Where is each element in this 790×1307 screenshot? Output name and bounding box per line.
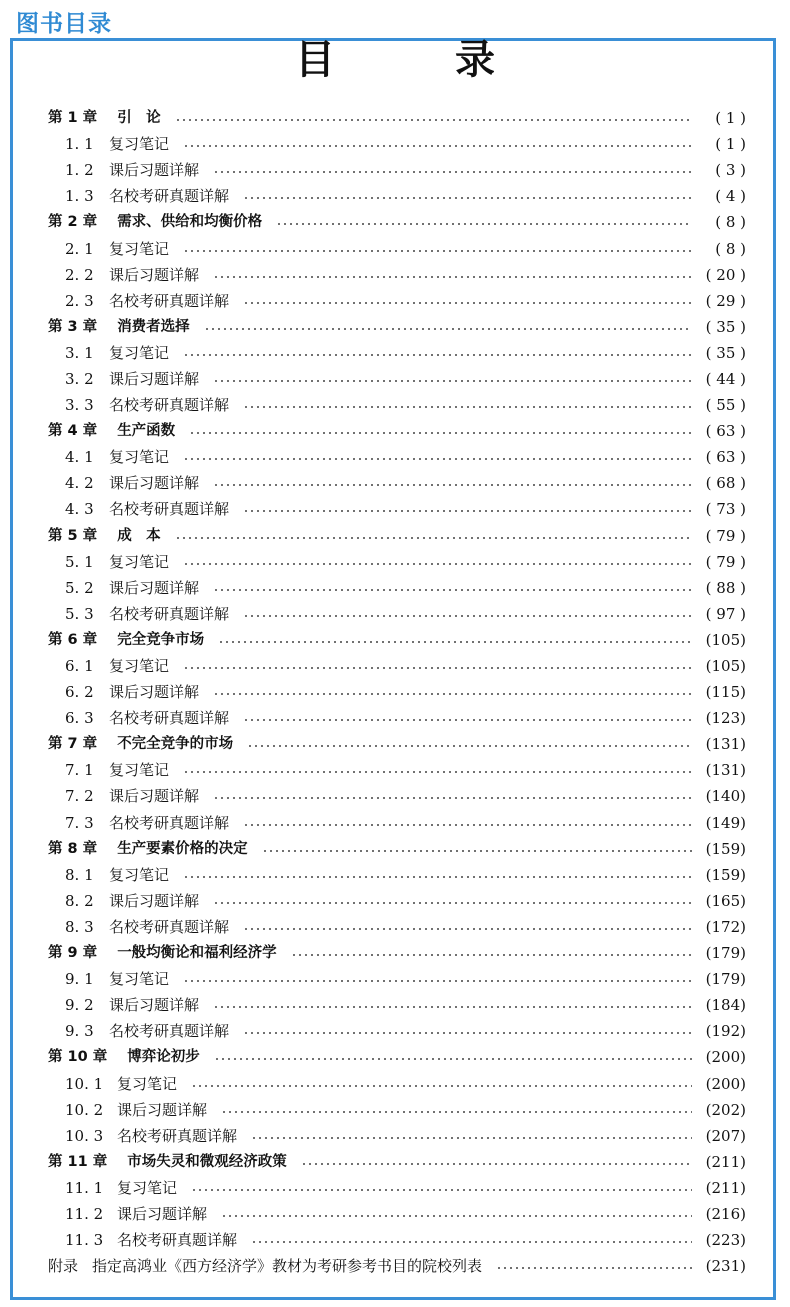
- table-of-contents: [48, 105, 746, 1279]
- dot-leader: [183, 458, 692, 460]
- toc-entry-number: 1. 2: [65, 161, 94, 180]
- dot-leader: [213, 797, 692, 799]
- toc-page-number: ( 97 ): [705, 604, 746, 623]
- toc-entry-title: 课后习题详解: [109, 369, 200, 388]
- toc-chapter-entry[interactable]: [48, 209, 746, 235]
- toc-entry-title: 课后习题详解: [117, 1100, 208, 1119]
- toc-section-entry[interactable]: [48, 705, 746, 731]
- toc-entry-title: 复习笔记: [109, 657, 170, 676]
- toc-section-entry[interactable]: [48, 1018, 746, 1044]
- toc-page-number: ( 8 ): [715, 213, 746, 232]
- dot-leader: [183, 771, 692, 773]
- toc-entry-number: 7. 1: [65, 761, 94, 780]
- toc-entry-title: 复习笔记: [117, 1178, 178, 1197]
- toc-entry-title: 市场失灵和微观经济政策: [127, 1153, 287, 1170]
- toc-entry-number: 2. 1: [65, 239, 94, 258]
- dot-leader: [243, 302, 692, 304]
- toc-entry-title: 复习笔记: [117, 1074, 178, 1093]
- dot-leader: [213, 484, 692, 486]
- toc-entry-number: 第 6 章: [48, 631, 98, 648]
- dot-leader: [243, 615, 692, 617]
- dot-leader: [243, 928, 692, 930]
- toc-page-number: (159): [705, 839, 746, 858]
- toc-entry-number: 8. 3: [65, 917, 94, 936]
- toc-entry-title: 需求、供给和均衡价格: [117, 214, 263, 231]
- toc-entry-number: 4. 2: [65, 474, 94, 493]
- toc-entry-title: 名校考研真题详解: [109, 917, 230, 936]
- toc-chapter-entry[interactable]: [48, 523, 746, 549]
- toc-entry-title: 名校考研真题详解: [109, 396, 230, 415]
- dot-leader: [214, 1058, 692, 1060]
- toc-entry-number: 4. 1: [65, 448, 94, 467]
- toc-section-entry[interactable]: [48, 183, 746, 209]
- toc-page-number: (211): [705, 1152, 746, 1171]
- toc-page-number: (165): [705, 891, 746, 910]
- toc-entry-number: 8. 2: [65, 891, 94, 910]
- toc-page-number: (131): [705, 735, 746, 754]
- dot-leader: [175, 537, 692, 539]
- toc-page-number: (105): [705, 657, 746, 676]
- dot-leader: [183, 876, 692, 878]
- dot-leader: [191, 1085, 692, 1087]
- dot-leader: [243, 824, 692, 826]
- dot-leader: [183, 980, 692, 982]
- toc-entry-title: 名校考研真题详解: [117, 1231, 238, 1250]
- toc-entry-title: 复习笔记: [109, 865, 170, 884]
- dot-leader: [262, 850, 692, 852]
- toc-entry-title: 生产要素价格的决定: [117, 840, 248, 857]
- toc-entry-number: 11. 1: [65, 1178, 104, 1197]
- toc-page-number: ( 68 ): [705, 474, 746, 493]
- toc-section-entry[interactable]: [48, 392, 746, 418]
- toc-entry-title: 课后习题详解: [117, 1204, 208, 1223]
- toc-page-number: (131): [705, 761, 746, 780]
- toc-entry-title: 生产函数: [117, 423, 176, 440]
- toc-section-entry[interactable]: [48, 235, 746, 261]
- dot-leader: [213, 380, 692, 382]
- dot-leader: [213, 693, 692, 695]
- toc-section-entry[interactable]: [48, 1070, 746, 1096]
- toc-entry-title: 课后习题详解: [109, 474, 200, 493]
- toc-entry-number: 4. 3: [65, 500, 94, 519]
- dot-leader: [221, 1111, 692, 1113]
- toc-entry-number: 10. 2: [65, 1100, 104, 1119]
- toc-entry-number: 5. 2: [65, 578, 94, 597]
- dot-leader: [496, 1267, 692, 1269]
- dot-leader: [221, 1215, 692, 1217]
- dot-leader: [213, 589, 692, 591]
- toc-page-number: (159): [705, 865, 746, 884]
- dot-leader: [213, 1006, 692, 1008]
- dot-leader: [183, 667, 692, 669]
- toc-page-number: (223): [705, 1231, 746, 1250]
- toc-page-number: (184): [705, 996, 746, 1015]
- toc-entry-title: 不完全竞争的市场: [117, 736, 234, 753]
- dot-leader: [243, 406, 692, 408]
- dot-leader: [243, 197, 692, 199]
- toc-entry-number: 1. 3: [65, 187, 94, 206]
- toc-section-entry[interactable]: [48, 366, 746, 392]
- toc-page-number: ( 1 ): [715, 135, 746, 154]
- toc-entry-number: 9. 3: [65, 1022, 94, 1041]
- toc-entry-title: 课后习题详解: [109, 265, 200, 284]
- toc-page-number: ( 35 ): [705, 317, 746, 336]
- toc-page-number: (179): [705, 970, 746, 989]
- toc-entry-title: 名校考研真题详解: [109, 291, 230, 310]
- toc-entry-title: 复习笔记: [109, 552, 170, 571]
- toc-chapter-entry[interactable]: [48, 105, 746, 131]
- toc-entry-number: 11. 3: [65, 1231, 104, 1250]
- toc-page-number: ( 73 ): [705, 500, 746, 519]
- dot-leader: [291, 954, 692, 956]
- toc-entry-number: 3. 1: [65, 343, 94, 362]
- toc-entry-title: 指定高鸿业《西方经济学》教材为考研参考书目的院校列表: [92, 1257, 483, 1276]
- toc-entry-title: 名校考研真题详解: [109, 187, 230, 206]
- toc-section-entry[interactable]: [48, 157, 746, 183]
- toc-entry-title: 课后习题详解: [109, 683, 200, 702]
- toc-page-number: ( 63 ): [705, 422, 746, 441]
- toc-entry-title: 成 本: [117, 527, 161, 544]
- toc-entry-number: 第 9 章: [48, 945, 98, 962]
- dot-leader: [251, 1137, 692, 1139]
- toc-entry-title: 课后习题详解: [109, 996, 200, 1015]
- toc-page-number: (105): [705, 630, 746, 649]
- dot-leader: [204, 328, 692, 330]
- toc-page-number: (149): [705, 813, 746, 832]
- toc-section-entry[interactable]: [48, 1175, 746, 1201]
- toc-entry-number: 9. 1: [65, 970, 94, 989]
- toc-page-number: ( 79 ): [705, 526, 746, 545]
- toc-page-number: (202): [705, 1100, 746, 1119]
- toc-section-entry[interactable]: [48, 888, 746, 914]
- toc-entry-title: 复习笔记: [109, 761, 170, 780]
- toc-entry-number: 7. 2: [65, 787, 94, 806]
- toc-section-entry[interactable]: [48, 757, 746, 783]
- toc-page-number: ( 35 ): [705, 343, 746, 362]
- toc-page-number: (207): [705, 1126, 746, 1145]
- toc-entry-title: 消费者选择: [117, 318, 190, 335]
- toc-section-entry[interactable]: [48, 1123, 746, 1149]
- toc-entry-title: 名校考研真题详解: [109, 500, 230, 519]
- toc-section-entry[interactable]: [48, 262, 746, 288]
- toc-section-entry[interactable]: [48, 496, 746, 522]
- dot-leader: [213, 171, 692, 173]
- toc-section-entry[interactable]: [48, 131, 746, 157]
- toc-page-number: ( 44 ): [705, 369, 746, 388]
- toc-page-number: ( 1 ): [715, 109, 746, 128]
- toc-entry-title: 复习笔记: [109, 343, 170, 362]
- toc-entry-number: 第 8 章: [48, 840, 98, 857]
- dot-leader: [247, 745, 692, 747]
- toc-chapter-entry[interactable]: [48, 627, 746, 653]
- toc-section-entry[interactable]: [48, 575, 746, 601]
- toc-section-entry[interactable]: [48, 444, 746, 470]
- toc-chapter-entry[interactable]: [48, 940, 746, 966]
- toc-page-number: (115): [705, 683, 746, 702]
- toc-entry-title: 名校考研真题详解: [109, 709, 230, 728]
- toc-page-number: ( 79 ): [705, 552, 746, 571]
- toc-page-number: (140): [705, 787, 746, 806]
- toc-entry-number: 8. 1: [65, 865, 94, 884]
- toc-entry-number: 附录: [48, 1257, 79, 1276]
- toc-entry-number: 第 1 章: [48, 110, 98, 127]
- toc-entry-number: 2. 3: [65, 291, 94, 310]
- toc-section-entry[interactable]: [48, 601, 746, 627]
- toc-entry-number: 第 11 章: [48, 1153, 108, 1170]
- toc-entry-title: 课后习题详解: [109, 161, 200, 180]
- dot-leader: [183, 145, 692, 147]
- toc-section-entry[interactable]: [48, 862, 746, 888]
- toc-page-number: (231): [705, 1257, 746, 1276]
- toc-entry-number: 第 3 章: [48, 318, 98, 335]
- dot-leader: [189, 432, 692, 434]
- toc-chapter-entry[interactable]: [48, 731, 746, 757]
- toc-entry-number: 第 7 章: [48, 736, 98, 753]
- toc-page-number: (172): [705, 917, 746, 936]
- toc-chapter-entry[interactable]: [48, 418, 746, 444]
- toc-page-number: ( 4 ): [715, 187, 746, 206]
- dot-leader: [218, 641, 692, 643]
- toc-entry-title: 课后习题详解: [109, 891, 200, 910]
- toc-section-entry[interactable]: [48, 679, 746, 705]
- toc-entry-title: 名校考研真题详解: [117, 1126, 238, 1145]
- toc-chapter-entry[interactable]: [48, 314, 746, 340]
- toc-page-number: (211): [705, 1178, 746, 1197]
- dot-leader: [183, 354, 692, 356]
- toc-page-number: ( 29 ): [705, 291, 746, 310]
- dot-leader: [213, 276, 692, 278]
- toc-page-number: (123): [705, 709, 746, 728]
- toc-entry-number: 10. 3: [65, 1126, 104, 1145]
- toc-chapter-entry[interactable]: [48, 1044, 746, 1070]
- toc-entry-number: 11. 2: [65, 1204, 104, 1223]
- toc-appendix-entry[interactable]: [48, 1253, 746, 1279]
- toc-chapter-entry[interactable]: [48, 836, 746, 862]
- toc-entry-title: 复习笔记: [109, 135, 170, 154]
- toc-section-entry[interactable]: [48, 966, 746, 992]
- toc-page-number: ( 3 ): [715, 161, 746, 180]
- toc-section-entry[interactable]: [48, 914, 746, 940]
- toc-entry-title: 名校考研真题详解: [109, 1022, 230, 1041]
- toc-entry-number: 3. 2: [65, 369, 94, 388]
- toc-entry-number: 10. 1: [65, 1074, 104, 1093]
- toc-entry-number: 6. 2: [65, 683, 94, 702]
- dot-leader: [301, 1163, 692, 1165]
- toc-entry-number: 第 2 章: [48, 214, 98, 231]
- toc-section-entry[interactable]: [48, 340, 746, 366]
- toc-section-entry[interactable]: [48, 992, 746, 1018]
- toc-section-entry[interactable]: [48, 1227, 746, 1253]
- toc-page-number: ( 20 ): [705, 265, 746, 284]
- page-title: 目 录: [295, 37, 535, 83]
- toc-section-entry[interactable]: [48, 653, 746, 679]
- toc-entry-title: 博弈论初步: [127, 1049, 200, 1066]
- dot-leader: [276, 223, 692, 225]
- toc-section-entry[interactable]: [48, 810, 746, 836]
- dot-leader: [191, 1189, 692, 1191]
- toc-entry-number: 9. 2: [65, 996, 94, 1015]
- toc-section-entry[interactable]: [48, 288, 746, 314]
- toc-entry-title: 一般均衡论和福利经济学: [117, 945, 277, 962]
- toc-page-number: ( 88 ): [705, 578, 746, 597]
- toc-entry-title: 课后习题详解: [109, 578, 200, 597]
- toc-entry-number: 6. 1: [65, 657, 94, 676]
- toc-page-number: (192): [705, 1022, 746, 1041]
- toc-entry-title: 复习笔记: [109, 970, 170, 989]
- toc-page-number: ( 63 ): [705, 448, 746, 467]
- toc-section-entry[interactable]: [48, 549, 746, 575]
- toc-entry-title: 复习笔记: [109, 239, 170, 258]
- toc-page-number: ( 55 ): [705, 396, 746, 415]
- toc-entry-number: 1. 1: [65, 135, 94, 154]
- dot-leader: [243, 1032, 692, 1034]
- toc-page-number: (200): [705, 1048, 746, 1067]
- toc-entry-number: 2. 2: [65, 265, 94, 284]
- toc-entry-title: 名校考研真题详解: [109, 813, 230, 832]
- toc-entry-number: 第 10 章: [48, 1049, 108, 1066]
- toc-entry-number: 6. 3: [65, 709, 94, 728]
- toc-page-number: (216): [705, 1204, 746, 1223]
- toc-page-number: (200): [705, 1074, 746, 1093]
- toc-entry-number: 5. 1: [65, 552, 94, 571]
- toc-entry-title: 复习笔记: [109, 448, 170, 467]
- dot-leader: [183, 250, 692, 252]
- dot-leader: [243, 719, 692, 721]
- toc-entry-number: 5. 3: [65, 604, 94, 623]
- dot-leader: [243, 510, 692, 512]
- toc-entry-title: 课后习题详解: [109, 787, 200, 806]
- toc-entry-number: 第 5 章: [48, 527, 98, 544]
- toc-entry-number: 7. 3: [65, 813, 94, 832]
- toc-entry-title: 引 论: [117, 110, 161, 127]
- dot-leader: [175, 119, 692, 121]
- toc-page-number: (179): [705, 944, 746, 963]
- dot-leader: [251, 1241, 692, 1243]
- toc-chapter-entry[interactable]: [48, 1149, 746, 1175]
- toc-entry-number: 第 4 章: [48, 423, 98, 440]
- toc-page-number: ( 8 ): [715, 239, 746, 258]
- toc-section-entry[interactable]: [48, 1201, 746, 1227]
- toc-entry-title: 完全竞争市场: [117, 631, 205, 648]
- toc-section-entry[interactable]: [48, 783, 746, 809]
- toc-section-entry[interactable]: [48, 470, 746, 496]
- toc-section-entry[interactable]: [48, 1097, 746, 1123]
- dot-leader: [213, 902, 692, 904]
- toc-entry-title: 名校考研真题详解: [109, 604, 230, 623]
- corner-label: 图书目录: [16, 11, 112, 37]
- toc-entry-number: 3. 3: [65, 396, 94, 415]
- dot-leader: [183, 563, 692, 565]
